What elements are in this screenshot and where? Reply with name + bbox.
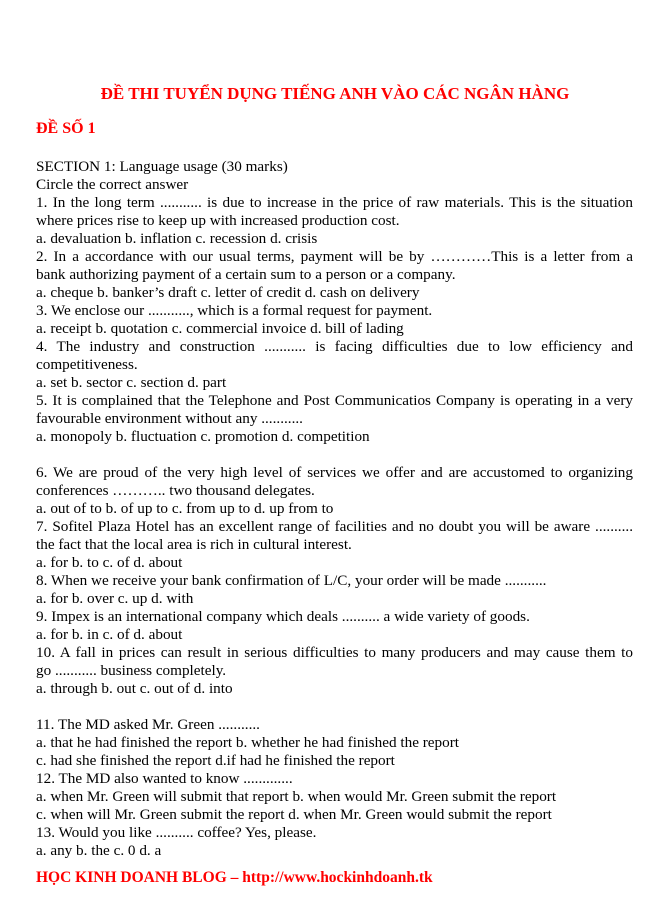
document-title: ĐỀ THI TUYỂN DỤNG TIẾNG ANH VÀO CÁC NGÂN HÀNG [100, 84, 570, 103]
text-line: 12. The MD also wanted to know ............. [36, 770, 293, 787]
blank-line [36, 446, 633, 464]
text-line: a. for b. to c. of d. about [36, 554, 183, 571]
text-line: 6. We are proud of the very high level of services we offer and are accustomed to organizing [36, 464, 633, 481]
text-line: a. receipt b. quotation c. commercial invoice d. bill of lading [36, 320, 404, 337]
text-line: 11. The MD asked Mr. Green ........... [36, 716, 260, 733]
text-line: a. monopoly b. fluctuation c. promotion d. competition [36, 428, 370, 445]
text-line: go ........... business completely. [36, 662, 227, 679]
text-line: c. had she finished the report d.if had he finished the report [36, 752, 395, 769]
text-line: 4. The industry and construction ........... is facing difficulties due to low efficiency and [36, 338, 633, 355]
footer-blog-link[interactable]: HỌC KINH DOANH BLOG – http://www.hockinhdoanh.tk [36, 869, 433, 886]
text-line: 3. We enclose our ..........., which is a formal request for payment. [36, 302, 433, 319]
text-line: the fact that the local area is rich in cultural interest. [36, 536, 352, 553]
text-line: 8. When we receive your bank confirmation of L/C, your order will be made ........... [36, 572, 547, 589]
text-line: 7. Sofitel Plaza Hotel has an excellent range of facilities and no doubt you will be aware .......... [36, 518, 633, 535]
text-line: c. when will Mr. Green submit the report d. when Mr. Green would submit the report [36, 806, 552, 823]
document-body [36, 158, 633, 860]
text-line: 1. In the long term ........... is due to increase in the price of raw materials. This is the situation [36, 194, 633, 211]
text-line: Circle the correct answer [36, 176, 189, 193]
text-line: a. set b. sector c. section d. part [36, 374, 227, 391]
text-line: competitiveness. [36, 356, 138, 373]
text-line: bank authorizing payment of a certain sum to a person or a company. [36, 266, 456, 283]
text-line: 5. It is complained that the Telephone and Post Communicatios Company is operating in a very [36, 392, 633, 409]
text-line: a. that he had finished the report b. whether he had finished the report [36, 734, 459, 751]
text-line: a. for b. in c. of d. about [36, 626, 183, 643]
exam-number: ĐỀ SỐ 1 [36, 120, 96, 137]
text-line: a. when Mr. Green will submit that report b. when would Mr. Green submit the report [36, 788, 557, 805]
text-line: 9. Impex is an international company which deals .......... a wide variety of goods. [36, 608, 530, 625]
text-line: favourable environment without any ........... [36, 410, 303, 427]
text-line: SECTION 1: Language usage (30 marks) [36, 158, 288, 175]
text-line: a. through b. out c. out of d. into [36, 680, 233, 697]
text-line: a. for b. over c. up d. with [36, 590, 194, 607]
text-line: a. cheque b. banker’s draft c. letter of credit d. cash on delivery [36, 284, 420, 301]
text-line: 2. In a accordance with our usual terms, payment will be by …………This is a letter from a [36, 248, 633, 265]
text-line: a. out of to b. of up to c. from up to d. up from to [36, 500, 334, 517]
text-line: conferences ……….. two thousand delegates. [36, 482, 315, 499]
text-line: 13. Would you like .......... coffee? Yes, please. [36, 824, 317, 841]
text-line: a. any b. the c. 0 d. a [36, 842, 162, 859]
text-line: 10. A fall in prices can result in serious difficulties to many producers and may cause them to [36, 644, 633, 661]
text-line: a. devaluation b. inflation c. recession d. crisis [36, 230, 318, 247]
blank-line [36, 698, 633, 716]
text-line: where prices rise to keep up with increased production cost. [36, 212, 400, 229]
